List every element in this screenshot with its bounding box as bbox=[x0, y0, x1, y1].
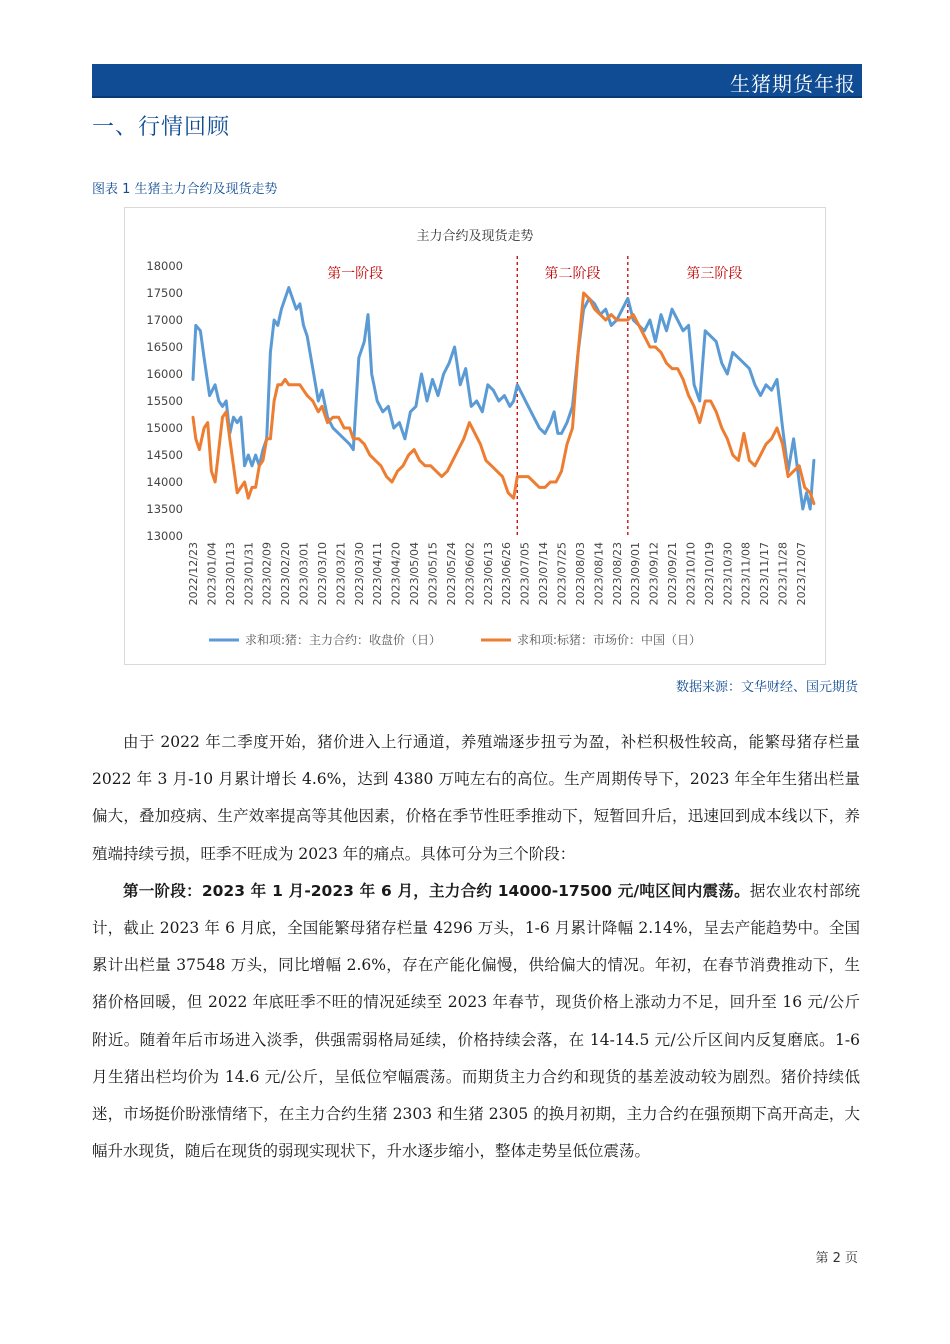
x-tick-label: 2023/07/25 bbox=[555, 542, 569, 606]
y-tick-label: 13500 bbox=[146, 502, 183, 516]
chart-title: 主力合约及现货走势 bbox=[416, 229, 534, 244]
x-tick-label: 2023/10/10 bbox=[684, 542, 698, 606]
phase-one-text: 据农业农村部统计，截止 2023 年 6 月底，全国能繁母猪存栏量 4296 万头，1-6 月累计降幅 2.14%，呈去产能趋势中。全国累计出栏量 37548 万头，同比增幅 2.6%，存在产能化偏慢，供给偏大的情况。年初，在春节消费推动下，生猪价格回暖，但 2022 年底旺季不旺的情况延续至 2023 年春节，现货价格上涨动力不足，回升至 16 元/公斤附近。随着年后市场进入淡季，供强需弱格局延续，价格持续会落，在 14-14.5 元/公斤区间内反复磨底。1-6 月生猪出栏均价为 14.6 元/公斤，呈低位窄幅震荡。而期货主力合约和现货的基差波动较为剧烈。猪价持续低迷，市场挺价盼涨情绪下，在主力合约生猪 2303 和生猪 2305 的换月初期，主力合约在强预期下高开高走，大幅升水现货，随后在现货的弱现实现状下，升水逐步缩小，整体走势呈低位震荡。 bbox=[92, 881, 860, 1161]
y-tick-label: 13000 bbox=[146, 529, 183, 543]
legend-label-spot: 求和项:标猪：市场价：中国（日） bbox=[517, 633, 702, 647]
x-tick-label: 2023/05/04 bbox=[408, 542, 422, 606]
x-tick-label: 2023/06/13 bbox=[481, 542, 495, 606]
x-tick-label: 2023/03/01 bbox=[297, 542, 311, 606]
x-tick-label: 2023/08/03 bbox=[573, 542, 587, 606]
x-tick-label: 2023/07/05 bbox=[518, 542, 532, 606]
x-tick-label: 2023/10/19 bbox=[702, 542, 716, 606]
x-tick-label: 2023/01/13 bbox=[223, 542, 237, 606]
x-tick-label: 2023/04/20 bbox=[389, 542, 403, 606]
phase-label: 第一阶段 bbox=[327, 266, 384, 282]
x-tick-label: 2023/03/21 bbox=[334, 542, 348, 606]
x-tick-label: 2023/06/26 bbox=[500, 542, 514, 606]
x-tick-label: 2023/12/07 bbox=[795, 542, 808, 606]
x-tick-label: 2023/08/14 bbox=[592, 542, 606, 606]
x-tick-label: 2023/01/31 bbox=[242, 542, 256, 606]
section-title: 一、行情回顾 bbox=[92, 115, 231, 140]
report-title: 生猪期货年报 bbox=[730, 72, 856, 96]
phase-one-lead: 第一阶段：2023 年 1 月-2023 年 6 月，主力合约 14000-17500 元/吨区间内震荡。 bbox=[123, 881, 750, 900]
y-tick-label: 14500 bbox=[146, 448, 183, 462]
paragraph-intro: 由于 2022 年二季度开始，猪价进入上行通道，养殖端逐步扭亏为盈，补栏积极性较高，能繁母猪存栏量 2022 年 3 月-10 月累计增长 4.6%，达到 4380 万吨左右的高位。生产周期传导下，2023 年全年生猪出栏量偏大，叠加疫病、生产效率提高等其他因素，价格在季节性旺季推动下，短暂回升后，迅速回到成本线以下，养殖端持续亏损，旺季不旺成为 2023 年的痛点。具体可分为三个阶段： bbox=[92, 733, 860, 863]
x-tick-label: 2023/11/28 bbox=[776, 542, 790, 606]
x-tick-label: 2023/11/17 bbox=[758, 542, 772, 606]
y-tick-label: 16000 bbox=[146, 367, 183, 381]
x-tick-label: 2023/02/09 bbox=[260, 542, 274, 606]
x-tick-label: 2023/05/15 bbox=[426, 542, 440, 606]
y-tick-label: 14000 bbox=[146, 475, 183, 489]
data-source-note: 数据来源：文华财经、国元期货 bbox=[675, 680, 858, 695]
chart-container bbox=[124, 207, 826, 665]
x-tick-label: 2023/10/30 bbox=[721, 542, 735, 606]
legend-label-futures: 求和项:猪：主力合约：收盘价（日） bbox=[245, 633, 442, 647]
y-tick-label: 17500 bbox=[146, 286, 183, 300]
phase-label: 第二阶段 bbox=[544, 266, 601, 282]
header-bar bbox=[92, 64, 862, 98]
page-number: 第 2 页 bbox=[815, 1251, 858, 1266]
x-tick-label: 2023/09/21 bbox=[666, 542, 680, 606]
x-tick-label: 2023/04/11 bbox=[371, 542, 385, 606]
y-tick-label: 17000 bbox=[146, 313, 183, 327]
x-tick-label: 2023/09/12 bbox=[647, 542, 661, 606]
phase-label: 第三阶段 bbox=[686, 266, 743, 282]
x-tick-label: 2022/12/23 bbox=[187, 542, 200, 606]
x-tick-label: 2023/01/04 bbox=[205, 542, 219, 606]
x-tick-label: 2023/06/02 bbox=[463, 542, 477, 606]
y-tick-label: 15000 bbox=[146, 421, 183, 435]
x-tick-label: 2023/07/14 bbox=[537, 542, 551, 606]
x-tick-label: 2023/08/23 bbox=[610, 542, 624, 606]
x-tick-label: 2023/03/10 bbox=[315, 542, 329, 606]
price-trend-chart bbox=[125, 208, 825, 664]
body-text bbox=[92, 724, 860, 1170]
x-tick-label: 2023/09/01 bbox=[629, 542, 643, 606]
x-tick-label: 2023/02/20 bbox=[279, 542, 293, 606]
y-tick-label: 18000 bbox=[146, 259, 183, 273]
y-tick-label: 16500 bbox=[146, 340, 183, 354]
paragraph-phase-one bbox=[92, 873, 860, 1171]
y-tick-label: 15500 bbox=[146, 394, 183, 408]
figure-caption: 图表 1 生猪主力合约及现货走势 bbox=[92, 182, 278, 197]
x-tick-label: 2023/11/08 bbox=[739, 542, 753, 606]
x-tick-label: 2023/05/24 bbox=[444, 542, 458, 606]
x-tick-label: 2023/03/30 bbox=[352, 542, 366, 606]
